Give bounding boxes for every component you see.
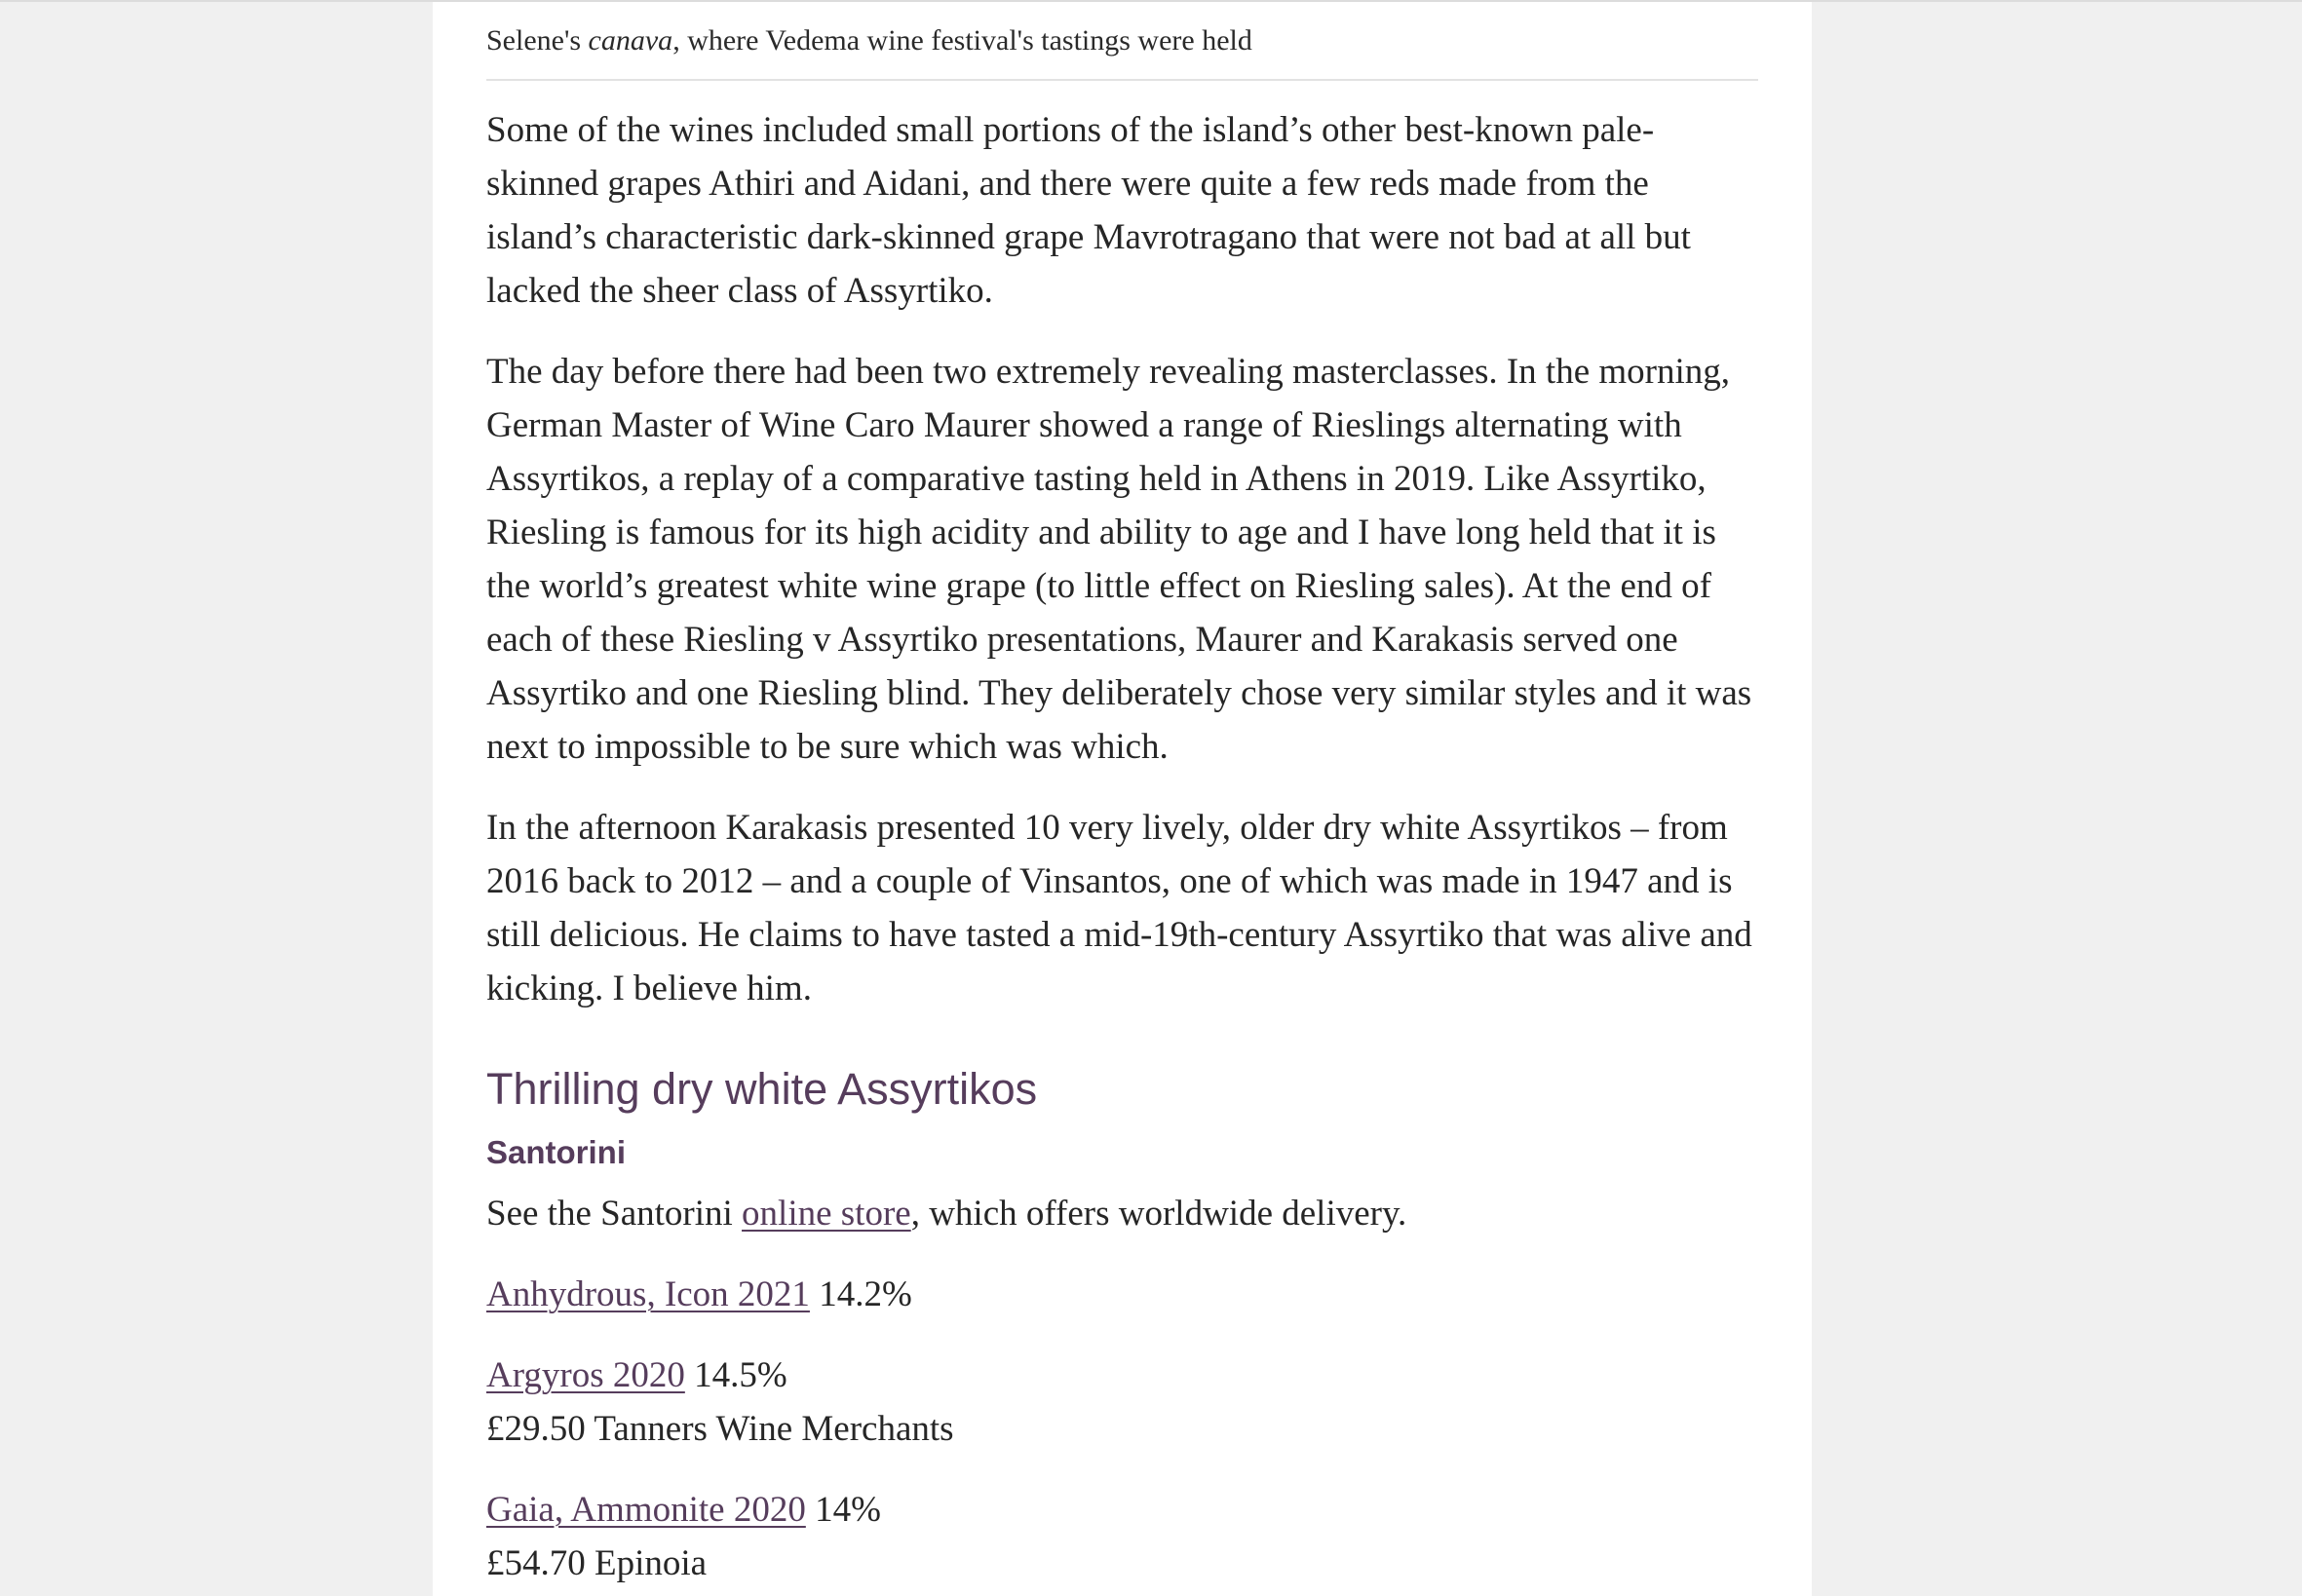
article-content	[486, 2, 1758, 1590]
store-line	[486, 1187, 1758, 1240]
wine-title-line	[486, 1483, 1758, 1537]
article-page	[433, 2, 1812, 1596]
store-line-suffix: , which offers worldwide delivery.	[910, 1194, 1407, 1234]
paragraph-3: In the afternoon Karakasis presented 10 very lively, older dry white Assyrtikos – from 2016 back to 2012 – and a couple of Vinsantos, one of which was made in 1947 and is still delicious. He claims to have tasted a mid-19th-century Assyrtiko that was alive and kicking. I believe him.	[486, 808, 1752, 1008]
wine-entry	[486, 1483, 1758, 1590]
wine-link[interactable]: Argyros 2020	[486, 1355, 685, 1395]
wine-link[interactable]: Anhydrous, Icon 2021	[486, 1274, 810, 1314]
image-caption	[486, 2, 1758, 81]
region-heading: Santorini	[486, 1134, 627, 1170]
caption-suffix: , where Vedema wine festival's tastings were held	[672, 24, 1252, 57]
wine-price-retailer: £54.70 Epinoia	[486, 1543, 708, 1583]
wine-title-line	[486, 1349, 1758, 1402]
wine-abv: 14.2%	[819, 1274, 912, 1314]
wine-abv: 14%	[815, 1490, 881, 1530]
caption-prefix: Selene's	[486, 24, 589, 57]
wine-abv: 14.5%	[694, 1355, 787, 1395]
paragraph-1: Some of the wines included small portions of the island’s other best-known pale-skinned grapes Athiri and Aidani, and there were quite a few reds made from the island’s characteristic dark-skinned grape Mavrotragano that were not bad at all but lacked the sheer class of Assyrtiko.	[486, 110, 1691, 311]
online-store-link[interactable]: online store	[742, 1194, 911, 1234]
wine-entry	[486, 1349, 1758, 1456]
caption-italic: canava	[588, 24, 673, 57]
paragraph-2: The day before there had been two extremely revealing masterclasses. In the morning, German Master of Wine Caro Maurer showed a range of Rieslings alternating with Assyrtikos, a replay of a comparative tasting held in Athens in 2019. Like Assyrtiko, Riesling is famous for its high acidity and ability to age and I have long held that it is the world’s greatest white wine grape (to little effect on Riesling sales). At the end of each of these Riesling v Assyrtiko presentations, Maurer and Karakasis served one Assyrtiko and one Riesling blind. They deliberately chose very similar styles and it was next to impossible to be sure which was which.	[486, 352, 1752, 767]
wine-entry	[486, 1268, 1758, 1321]
wine-price-retailer: £29.50 Tanners Wine Merchants	[486, 1409, 954, 1449]
wine-link[interactable]: Gaia, Ammonite 2020	[486, 1490, 806, 1530]
wine-title-line	[486, 1268, 1758, 1321]
store-line-prefix: See the Santorini	[486, 1194, 743, 1234]
section-heading: Thrilling dry white Assyrtikos	[486, 1064, 1038, 1114]
